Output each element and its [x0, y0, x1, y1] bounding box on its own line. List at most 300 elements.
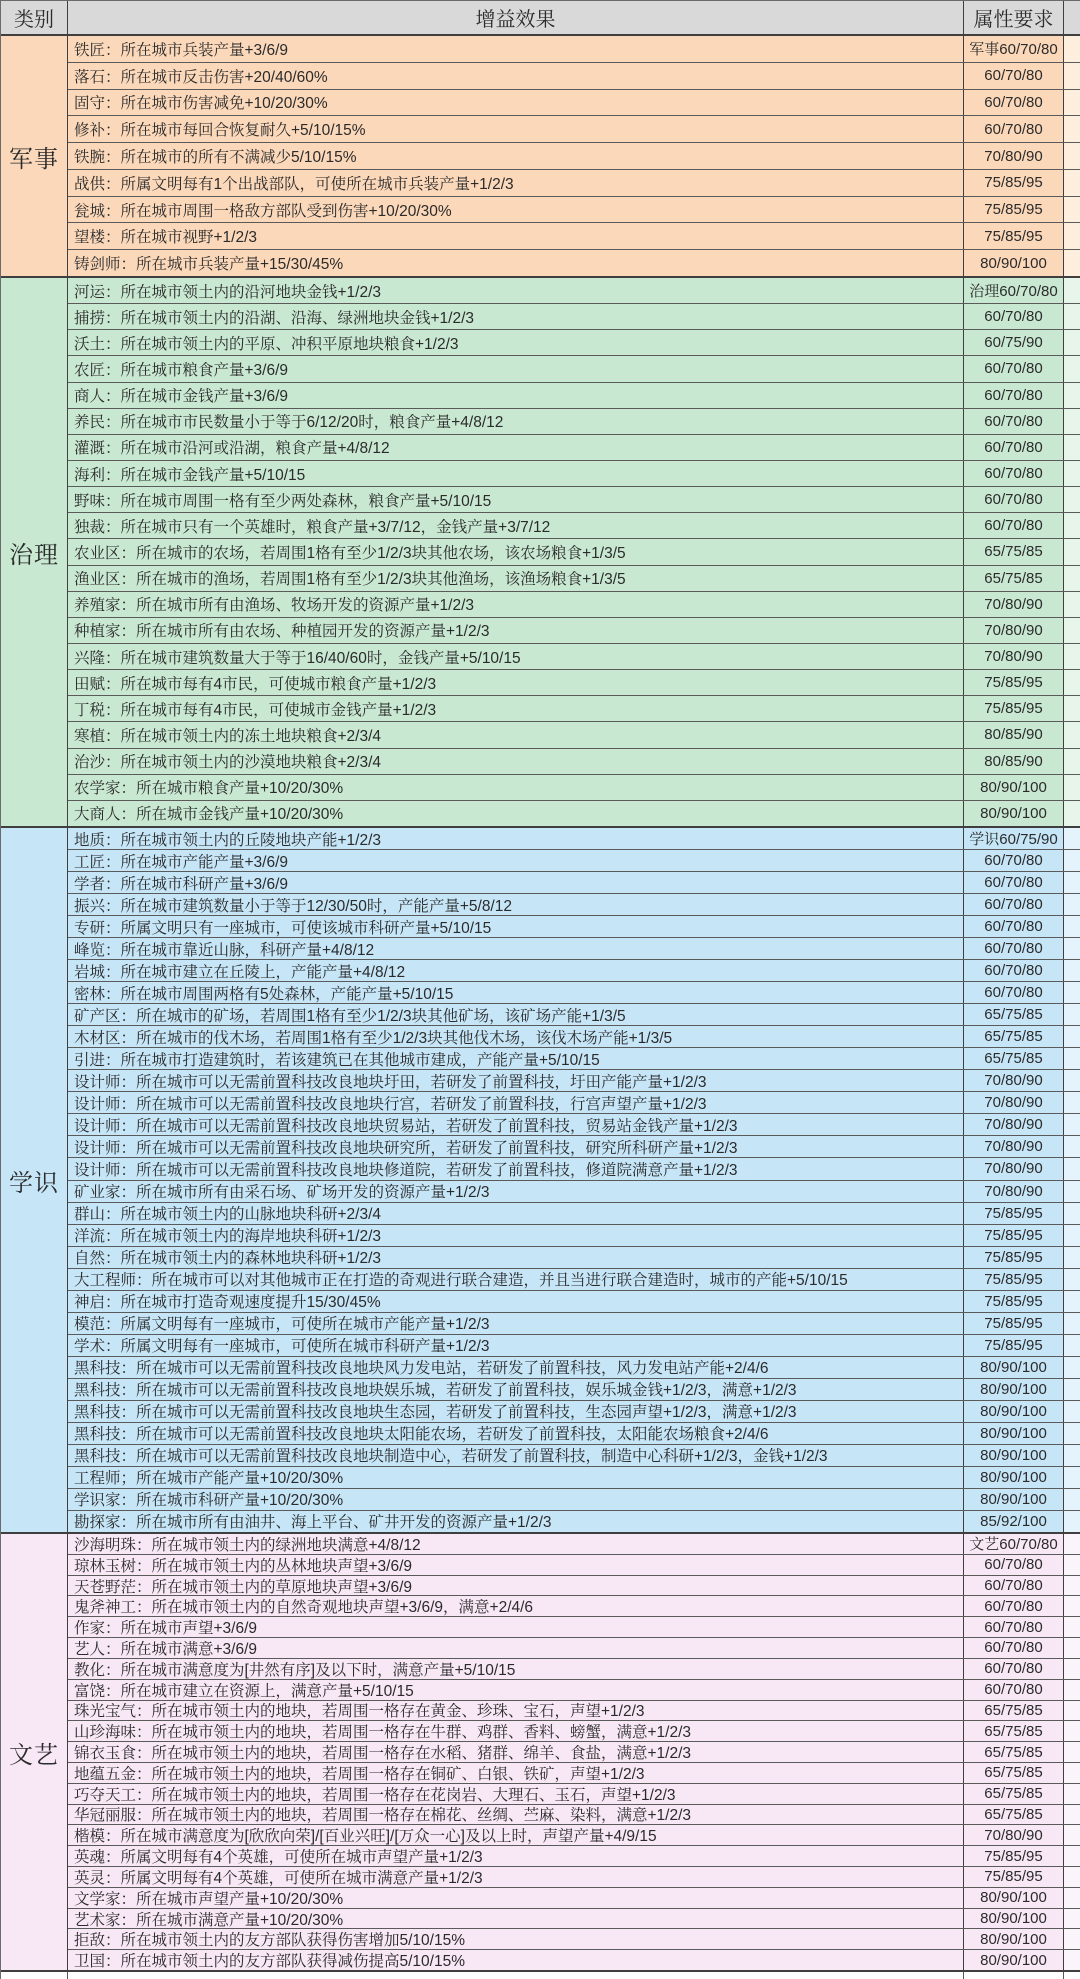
effect-cell: 学识家：所在城市科研产量+10/20/30% [68, 1489, 963, 1510]
effect-cell: 治沙：所在城市领土内的沙漠地块粮食+2/3/4 [68, 749, 963, 774]
buff-row [68, 356, 1080, 382]
effect-cell: 固守：所在城市伤害减免+10/20/30% [68, 90, 963, 116]
effect-cell: 大工程师：所在城市可以对其他城市正在打造的奇观进行联合建造，并且当进行联合建造时，城市的产能+5/10/15 [68, 1269, 963, 1290]
empty-requirement-cell [963, 1972, 1063, 1979]
extra-column-cell [1063, 383, 1080, 408]
requirement-cell: 75/85/95 [963, 1247, 1063, 1268]
buff-row [68, 1401, 1080, 1423]
extra-column-cell [1063, 828, 1080, 849]
effect-cell: 洋流：所在城市领土内的海岸地块科研+1/2/3 [68, 1225, 963, 1246]
requirement-cell: 80/90/100 [963, 1357, 1063, 1378]
buff-row [68, 116, 1080, 143]
extra-column-cell [1063, 1445, 1080, 1466]
requirement-cell: 75/85/95 [963, 1335, 1063, 1356]
requirement-cell: 65/75/85 [963, 539, 1063, 564]
extra-column-cell [1063, 1247, 1080, 1268]
requirement-cell: 60/70/80 [963, 304, 1063, 329]
effect-cell: 教化：所在城市满意度为[井然有序]及以下时，满意产量+5/10/15 [68, 1659, 963, 1679]
effect-cell: 设计师：所在城市可以无需前置科技改良地块研究所，若研发了前置科技，研究所科研产量+1/2/3 [68, 1136, 963, 1157]
buff-row [68, 1136, 1080, 1158]
extra-column-cell [1063, 90, 1080, 116]
effect-cell: 种植家：所在城市所有由农场、种植园开发的资源产量+1/2/3 [68, 618, 963, 643]
requirement-cell: 60/70/80 [963, 435, 1063, 460]
requirement-cell: 75/85/95 [963, 1867, 1063, 1887]
requirement-cell: 80/90/100 [963, 775, 1063, 800]
effect-cell: 艺术家：所在城市满意产量+10/20/30% [68, 1909, 963, 1929]
extra-column-cell [1063, 1805, 1080, 1825]
extra-column-cell [1063, 566, 1080, 591]
effect-cell: 农匠：所在城市粮食产量+3/6/9 [68, 356, 963, 381]
section-rows [68, 278, 1080, 826]
extra-column-cell [1063, 223, 1080, 249]
requirement-cell: 60/70/80 [963, 513, 1063, 538]
requirement-cell: 70/80/90 [963, 592, 1063, 617]
category-label: 学识 [1, 828, 68, 1532]
requirement-cell: 60/70/80 [963, 356, 1063, 381]
extra-column-cell [1063, 916, 1080, 937]
extra-column-cell [1063, 1136, 1080, 1157]
buff-row [68, 1721, 1080, 1742]
buff-row [68, 1291, 1080, 1313]
effect-cell: 黑科技：所在城市可以无需前置科技改良地块生态园，若研发了前置科技，生态园声望+1/2/3，满意+1/2/3 [68, 1401, 963, 1422]
effect-cell: 独裁：所在城市只有一个英雄时，粮食产量+3/7/12，金钱产量+3/7/12 [68, 513, 963, 538]
requirement-cell: 75/85/95 [963, 197, 1063, 223]
requirement-cell: 80/90/100 [963, 1467, 1063, 1488]
extra-column-cell [1063, 250, 1080, 276]
effect-cell: 专研：所属文明只有一座城市，可使该城市科研产量+5/10/15 [68, 916, 963, 937]
requirement-cell: 70/80/90 [963, 1825, 1063, 1845]
extra-column-cell [1063, 1269, 1080, 1290]
requirement-cell: 80/90/100 [963, 1423, 1063, 1444]
effect-cell: 锦衣玉食：所在城市领土内的地块，若周围一格存在水稻、猪群、绵羊、食盐，满意+1/2/3 [68, 1742, 963, 1762]
buff-row [68, 1867, 1080, 1888]
category-label: 军事 [1, 36, 68, 276]
effect-cell: 勘探家：所在城市所有由油井、海上平台、矿井开发的资源产量+1/2/3 [68, 1511, 963, 1532]
requirement-cell: 75/85/95 [963, 1225, 1063, 1246]
effect-cell: 峰览：所在城市靠近山脉，科研产量+4/8/12 [68, 938, 963, 959]
extra-column-cell [1063, 197, 1080, 223]
extra-column-cell [1063, 1357, 1080, 1378]
buff-row [68, 1489, 1080, 1511]
extra-column-cell [1063, 1576, 1080, 1596]
buff-row [68, 644, 1080, 670]
extra-column-cell [1063, 1888, 1080, 1908]
buff-row [68, 749, 1080, 775]
buff-row [68, 722, 1080, 748]
effect-cell: 巧夺天工：所在城市领土内的地块，若周围一格存在花岗岩、大理石、玉石，声望+1/2/3 [68, 1784, 963, 1804]
buff-row [68, 409, 1080, 435]
buff-row [68, 1423, 1080, 1445]
buff-row [68, 1357, 1080, 1379]
buff-row [68, 1617, 1080, 1638]
extra-column-cell [1063, 1225, 1080, 1246]
requirement-cell: 70/80/90 [963, 1181, 1063, 1202]
extra-column-cell [1063, 435, 1080, 460]
effect-cell: 渔业区：所在城市的渔场，若周围1格有至少1/2/3块其他渔场，该渔场粮食+1/3/5 [68, 566, 963, 591]
effect-cell: 兴隆：所在城市建筑数量大于等于16/40/60时，金钱产量+5/10/15 [68, 644, 963, 669]
requirement-cell: 75/85/95 [963, 223, 1063, 249]
buff-row [68, 938, 1080, 960]
buff-row [68, 435, 1080, 461]
empty-extra-cell [1063, 1972, 1080, 1979]
extra-column-cell [1063, 775, 1080, 800]
buff-row [68, 1659, 1080, 1680]
requirement-cell: 75/85/95 [963, 696, 1063, 721]
buff-row [68, 1763, 1080, 1784]
effect-cell: 田赋：所在城市每有4市民，可使城市粮食产量+1/2/3 [68, 670, 963, 695]
extra-column-cell [1063, 330, 1080, 355]
buff-row [68, 1247, 1080, 1269]
effect-cell: 黑科技：所在城市可以无需前置科技改良地块娱乐城，若研发了前置科技，娱乐城金钱+1/2/3，满意+1/2/3 [68, 1379, 963, 1400]
buff-row [68, 143, 1080, 170]
buff-row [68, 696, 1080, 722]
buff-row [68, 1335, 1080, 1357]
extra-column-cell [1063, 36, 1080, 62]
extra-column-cell [1063, 1467, 1080, 1488]
effect-cell: 落石：所在城市反击伤害+20/40/60% [68, 63, 963, 89]
effect-cell: 艺人：所在城市满意+3/6/9 [68, 1638, 963, 1658]
buff-row [68, 1511, 1080, 1532]
extra-column-cell [1063, 1004, 1080, 1025]
extra-column-cell [1063, 1555, 1080, 1575]
buff-row [68, 775, 1080, 801]
buff-row [68, 566, 1080, 592]
requirement-cell: 75/85/95 [963, 1269, 1063, 1290]
requirement-cell: 65/75/85 [963, 1805, 1063, 1825]
requirement-cell: 65/75/85 [963, 1004, 1063, 1025]
buff-row [68, 1555, 1080, 1576]
requirement-cell: 80/90/100 [963, 1929, 1063, 1949]
category-label: 文艺 [1, 1534, 68, 1970]
requirement-cell: 军事60/70/80 [963, 36, 1063, 62]
extra-column-cell [1063, 1950, 1080, 1970]
extra-column-cell [1063, 1379, 1080, 1400]
extra-column-cell [1063, 1534, 1080, 1554]
buff-row [68, 618, 1080, 644]
effect-cell: 天苍野茫：所在城市领土内的草原地块声望+3/6/9 [68, 1576, 963, 1596]
buff-row [68, 278, 1080, 304]
effect-cell: 地质：所在城市领土内的丘陵地块产能+1/2/3 [68, 828, 963, 849]
requirement-cell: 60/70/80 [963, 1638, 1063, 1658]
buff-row [68, 1638, 1080, 1659]
extra-column-cell [1063, 618, 1080, 643]
effect-cell: 商人：所在城市金钱产量+3/6/9 [68, 383, 963, 408]
buff-row [68, 487, 1080, 513]
effect-cell: 农业区：所在城市的农场，若周围1格有至少1/2/3块其他农场，该农场粮食+1/3/5 [68, 539, 963, 564]
extra-column-cell [1063, 1181, 1080, 1202]
requirement-cell: 60/70/80 [963, 1680, 1063, 1700]
requirement-cell: 60/70/80 [963, 982, 1063, 1003]
requirement-cell: 60/70/80 [963, 1659, 1063, 1679]
table-header-row [1, 1, 1080, 36]
buff-row [68, 1680, 1080, 1701]
buff-row [68, 1445, 1080, 1467]
buff-row [68, 1379, 1080, 1401]
buff-row [68, 1846, 1080, 1867]
buff-row [68, 1203, 1080, 1225]
extra-column-cell [1063, 304, 1080, 329]
requirement-cell: 85/92/100 [963, 1511, 1063, 1532]
extra-column-cell [1063, 696, 1080, 721]
requirement-cell: 60/70/80 [963, 916, 1063, 937]
buff-row [68, 982, 1080, 1004]
requirement-cell: 60/70/80 [963, 1596, 1063, 1616]
extra-column-cell [1063, 1721, 1080, 1741]
extra-column-cell [1063, 1114, 1080, 1135]
buff-row [68, 1048, 1080, 1070]
effect-cell: 丁税：所在城市每有4市民，可使城市金钱产量+1/2/3 [68, 696, 963, 721]
requirement-cell: 60/70/80 [963, 461, 1063, 486]
effect-cell: 农学家：所在城市粮食产量+10/20/30% [68, 775, 963, 800]
extra-column-cell [1063, 1701, 1080, 1721]
requirement-cell: 学识60/75/90 [963, 828, 1063, 849]
requirement-cell: 65/75/85 [963, 1048, 1063, 1069]
effect-cell: 振兴：所在城市建筑数量小于等于12/30/50时，产能产量+5/8/12 [68, 894, 963, 915]
buff-row [68, 1805, 1080, 1826]
requirement-cell: 65/75/85 [963, 1026, 1063, 1047]
requirement-cell: 70/80/90 [963, 644, 1063, 669]
buff-row [68, 872, 1080, 894]
effect-cell: 群山：所在城市领土内的山脉地块科研+2/3/4 [68, 1203, 963, 1224]
extra-column-cell [1063, 1617, 1080, 1637]
requirement-cell: 65/75/85 [963, 1763, 1063, 1783]
extra-column-cell [1063, 644, 1080, 669]
extra-column-cell [1063, 801, 1080, 826]
extra-column-cell [1063, 1659, 1080, 1679]
empty-bottom-row [1, 1972, 1080, 1979]
extra-column-cell [1063, 982, 1080, 1003]
requirement-cell: 60/75/90 [963, 330, 1063, 355]
effect-cell: 黑科技：所在城市可以无需前置科技改良地块制造中心，若研发了前置科技，制造中心科研+1/2/3，金钱+1/2/3 [68, 1445, 963, 1466]
extra-column-cell [1063, 170, 1080, 196]
buff-row [68, 1313, 1080, 1335]
buff-row [68, 461, 1080, 487]
effect-cell: 瓮城：所在城市周围一格敌方部队受到伤害+10/20/30% [68, 197, 963, 223]
effect-cell: 岩城：所在城市建立在丘陵上，产能产量+4/8/12 [68, 960, 963, 981]
requirement-cell: 60/70/80 [963, 850, 1063, 871]
buff-row [68, 304, 1080, 330]
empty-effect-cell [68, 1972, 963, 1979]
buff-row [68, 1909, 1080, 1930]
buff-row [68, 197, 1080, 224]
extra-column-cell [1063, 1638, 1080, 1658]
effect-cell: 英魂：所属文明每有4个英雄，可使所在城市声望产量+1/2/3 [68, 1846, 963, 1866]
requirement-cell: 60/70/80 [963, 1617, 1063, 1637]
buff-row [68, 894, 1080, 916]
effect-cell: 作家：所在城市声望+3/6/9 [68, 1617, 963, 1637]
requirement-cell: 70/80/90 [963, 1158, 1063, 1179]
effect-cell: 富饶：所在城市建立在资源上，满意产量+5/10/15 [68, 1680, 963, 1700]
effect-cell: 卫国：所在城市领土内的友方部队获得减伤提高5/10/15% [68, 1950, 963, 1970]
requirement-cell: 70/80/90 [963, 1114, 1063, 1135]
buff-row [68, 1888, 1080, 1909]
requirement-cell: 70/80/90 [963, 618, 1063, 643]
effect-cell: 密林：所在城市周围两格有5处森林，产能产量+5/10/15 [68, 982, 963, 1003]
requirement-cell: 65/75/85 [963, 1742, 1063, 1762]
extra-column-cell [1063, 1909, 1080, 1929]
extra-column-cell [1063, 670, 1080, 695]
extra-column-cell [1063, 1401, 1080, 1422]
effect-cell: 神启：所在城市打造奇观速度提升15/30/45% [68, 1291, 963, 1312]
extra-column-cell [1063, 1423, 1080, 1444]
requirement-cell: 80/90/100 [963, 1489, 1063, 1510]
buff-row [68, 223, 1080, 250]
effect-cell: 设计师：所在城市可以无需前置科技改良地块贸易站，若研发了前置科技，贸易站金钱产量+1/2/3 [68, 1114, 963, 1135]
requirement-cell: 75/85/95 [963, 1846, 1063, 1866]
effect-cell: 设计师：所在城市可以无需前置科技改良地块修道院，若研发了前置科技，修道院满意产量+1/2/3 [68, 1158, 963, 1179]
effect-cell: 沃土：所在城市领土内的平原、冲积平原地块粮食+1/2/3 [68, 330, 963, 355]
requirement-cell: 80/90/100 [963, 1888, 1063, 1908]
effect-cell: 英灵：所属文明每有4个英雄，可使所在城市满意产量+1/2/3 [68, 1867, 963, 1887]
requirement-cell: 80/85/90 [963, 749, 1063, 774]
effect-cell: 黑科技：所在城市可以无需前置科技改良地块太阳能农场，若研发了前置科技，太阳能农场粮食+2/4/6 [68, 1423, 963, 1444]
requirement-cell: 80/90/100 [963, 1379, 1063, 1400]
buff-row [68, 850, 1080, 872]
buff-row [68, 330, 1080, 356]
buff-row [68, 513, 1080, 539]
requirement-cell: 75/85/95 [963, 170, 1063, 196]
effect-cell: 引进：所在城市打造建筑时，若该建筑已在其他城市建成，产能产量+5/10/15 [68, 1048, 963, 1069]
section-rows [68, 36, 1080, 276]
header-category: 类别 [1, 1, 68, 34]
effect-cell: 矿业家：所在城市所有由采石场、矿场开发的资源产量+1/2/3 [68, 1181, 963, 1202]
buff-row [68, 1534, 1080, 1555]
section-rows [68, 1534, 1080, 1970]
requirement-cell: 65/75/85 [963, 1784, 1063, 1804]
requirement-cell: 80/90/100 [963, 1909, 1063, 1929]
effect-cell: 工程师；所在城市产能产量+10/20/30% [68, 1467, 963, 1488]
effect-cell: 铁腕：所在城市的所有不满减少5/10/15% [68, 143, 963, 169]
extra-column-cell [1063, 938, 1080, 959]
extra-column-cell [1063, 1070, 1080, 1091]
effect-cell: 寒植：所在城市领土内的冻土地块粮食+2/3/4 [68, 722, 963, 747]
extra-column-cell [1063, 1511, 1080, 1532]
extra-column-cell [1063, 1092, 1080, 1113]
buff-row [68, 383, 1080, 409]
requirement-cell: 60/70/80 [963, 960, 1063, 981]
requirement-cell: 80/90/100 [963, 1950, 1063, 1970]
header-extra-column [1063, 1, 1080, 34]
requirement-cell: 65/75/85 [963, 566, 1063, 591]
extra-column-cell [1063, 356, 1080, 381]
effect-cell: 设计师：所在城市可以无需前置科技改良地块行宫，若研发了前置科技，行宫声望产量+1/2/3 [68, 1092, 963, 1113]
extra-column-cell [1063, 513, 1080, 538]
extra-column-cell [1063, 63, 1080, 89]
requirement-cell: 60/70/80 [963, 894, 1063, 915]
section-rows [68, 828, 1080, 1532]
extra-column-cell [1063, 1825, 1080, 1845]
effect-cell: 学者：所在城市科研产量+3/6/9 [68, 872, 963, 893]
section-军事 [1, 36, 1080, 278]
effect-cell: 文学家：所在城市声望产量+10/20/30% [68, 1888, 963, 1908]
buff-row [68, 592, 1080, 618]
effect-cell: 工匠：所在城市产能产量+3/6/9 [68, 850, 963, 871]
effect-cell: 野味：所在城市周围一格有至少两处森林，粮食产量+5/10/15 [68, 487, 963, 512]
extra-column-cell [1063, 894, 1080, 915]
requirement-cell: 60/70/80 [963, 409, 1063, 434]
effect-cell: 铸剑师：所在城市兵装产量+15/30/45% [68, 250, 963, 276]
effect-cell: 山珍海味：所在城市领土内的地块，若周围一格存在牛群、鸡群、香料、螃蟹，满意+1/2/3 [68, 1721, 963, 1741]
requirement-cell: 60/70/80 [963, 63, 1063, 89]
effect-cell: 地蕴五金：所在城市领土内的地块，若周围一格存在铜矿、白银、铁矿，声望+1/2/3 [68, 1763, 963, 1783]
extra-column-cell [1063, 749, 1080, 774]
buff-row [68, 801, 1080, 826]
effect-cell: 模范：所属文明每有一座城市，可使所在城市产能产量+1/2/3 [68, 1313, 963, 1334]
buff-row [68, 250, 1080, 276]
effect-cell: 海利：所在城市金钱产量+5/10/15 [68, 461, 963, 486]
requirement-cell: 70/80/90 [963, 143, 1063, 169]
extra-column-cell [1063, 143, 1080, 169]
extra-column-cell [1063, 960, 1080, 981]
requirement-cell: 70/80/90 [963, 1092, 1063, 1113]
buff-row [68, 1742, 1080, 1763]
requirement-cell: 60/70/80 [963, 90, 1063, 116]
extra-column-cell [1063, 850, 1080, 871]
buff-row [68, 36, 1080, 63]
buff-row [68, 916, 1080, 938]
requirement-cell: 75/85/95 [963, 1203, 1063, 1224]
extra-column-cell [1063, 409, 1080, 434]
extra-column-cell [1063, 1291, 1080, 1312]
extra-column-cell [1063, 592, 1080, 617]
requirement-cell: 80/85/90 [963, 722, 1063, 747]
extra-column-cell [1063, 1846, 1080, 1866]
extra-column-cell [1063, 722, 1080, 747]
extra-column-cell [1063, 116, 1080, 142]
requirement-cell: 60/70/80 [963, 938, 1063, 959]
extra-column-cell [1063, 1489, 1080, 1510]
requirement-cell: 60/70/80 [963, 383, 1063, 408]
extra-column-cell [1063, 487, 1080, 512]
buff-row [68, 539, 1080, 565]
effect-cell: 学术：所属文明每有一座城市，可使所在城市科研产量+1/2/3 [68, 1335, 963, 1356]
extra-column-cell [1063, 461, 1080, 486]
buff-row [68, 960, 1080, 982]
effect-cell: 木材区：所在城市的伐木场，若周围1格有至少1/2/3块其他伐木场，该伐木场产能+1/3/5 [68, 1026, 963, 1047]
requirement-cell: 75/85/95 [963, 670, 1063, 695]
requirement-cell: 60/70/80 [963, 1576, 1063, 1596]
extra-column-cell [1063, 539, 1080, 564]
extra-column-cell [1063, 1203, 1080, 1224]
effect-cell: 捕捞：所在城市领土内的沿湖、沿海、绿洲地块金钱+1/2/3 [68, 304, 963, 329]
extra-column-cell [1063, 1742, 1080, 1762]
buff-row [68, 1026, 1080, 1048]
requirement-cell: 60/70/80 [963, 487, 1063, 512]
requirement-cell: 80/90/100 [963, 801, 1063, 826]
requirement-cell: 65/75/85 [963, 1721, 1063, 1741]
buff-row [68, 1467, 1080, 1489]
requirement-cell: 80/90/100 [963, 1401, 1063, 1422]
effect-cell: 设计师：所在城市可以无需前置科技改良地块圩田，若研发了前置科技，圩田产能产量+1/2/3 [68, 1070, 963, 1091]
extra-column-cell [1063, 1335, 1080, 1356]
effect-cell: 养民：所在城市市民数量小于等于6/12/20时，粮食产量+4/8/12 [68, 409, 963, 434]
buff-row [68, 670, 1080, 696]
buff-row [68, 1004, 1080, 1026]
buff-row [68, 170, 1080, 197]
extra-column-cell [1063, 1929, 1080, 1949]
buff-row [68, 1114, 1080, 1136]
category-label: 治理 [1, 278, 68, 826]
buff-row [68, 1070, 1080, 1092]
effect-cell: 灌溉：所在城市沿河或沿湖，粮食产量+4/8/12 [68, 435, 963, 460]
requirement-cell: 文艺60/70/80 [963, 1534, 1063, 1554]
section-学识 [1, 828, 1080, 1534]
requirement-cell: 65/75/85 [963, 1701, 1063, 1721]
effect-cell: 望楼：所在城市视野+1/2/3 [68, 223, 963, 249]
effect-cell: 自然：所在城市领土内的森林地块科研+1/2/3 [68, 1247, 963, 1268]
effect-cell: 拒敌：所在城市领土内的友方部队获得伤害增加5/10/15% [68, 1929, 963, 1949]
buff-row [68, 1825, 1080, 1846]
